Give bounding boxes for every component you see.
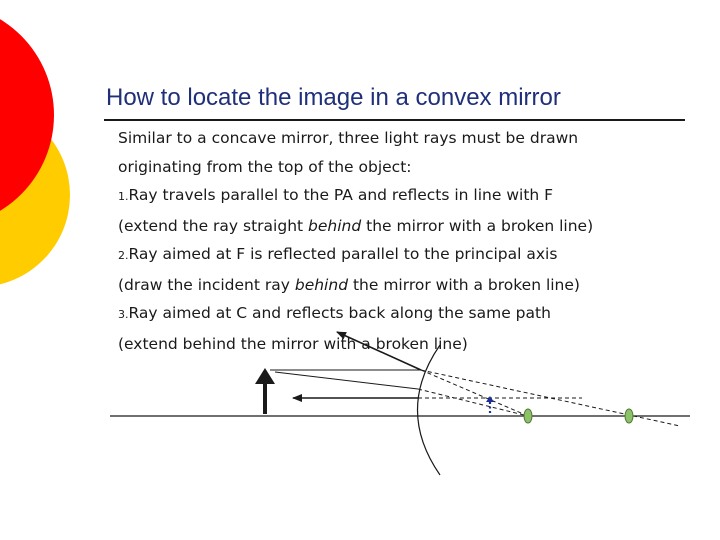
focal-point-marker xyxy=(524,409,532,423)
intro-line-1: Similar to a concave mirror, three light rays must be drawn xyxy=(118,129,579,147)
ray-1-reflected xyxy=(337,332,421,370)
step-1-text: Ray travels parallel to the PA and reflects in line with F xyxy=(128,186,554,204)
ray-2-extension xyxy=(418,389,528,416)
step-2-note-before: (draw the incident ray xyxy=(118,275,295,294)
step-1-note-after: the mirror with a broken line) xyxy=(361,216,594,235)
ray-1-extension xyxy=(421,370,528,416)
step-3-text: Ray aimed at C and reflects back along the same path xyxy=(128,304,551,322)
step-2-note-emphasis: behind xyxy=(294,275,349,294)
intro-line-2: originating from the top of the object: xyxy=(118,157,412,176)
step-2-number: 2. xyxy=(118,249,129,262)
step-3-number: 3. xyxy=(118,308,129,321)
step-2-text: Ray aimed at F is reflected parallel to the principal axis xyxy=(128,245,558,263)
ray-2-incident xyxy=(275,372,418,389)
step-2-note-after: the mirror with a broken line) xyxy=(348,275,580,294)
step-3-note-before: (extend behind the mirror with a broken line) xyxy=(118,334,468,353)
step-1-note-emphasis: behind xyxy=(308,216,362,235)
slide-title: How to locate the image in a convex mirror xyxy=(106,84,561,111)
step-1-number: 1. xyxy=(118,190,129,203)
step-1-note-before: (extend the ray straight xyxy=(118,216,309,235)
convex-mirror xyxy=(418,345,441,475)
ray-3-extension xyxy=(421,370,680,426)
center-of-curvature-marker xyxy=(625,409,633,423)
